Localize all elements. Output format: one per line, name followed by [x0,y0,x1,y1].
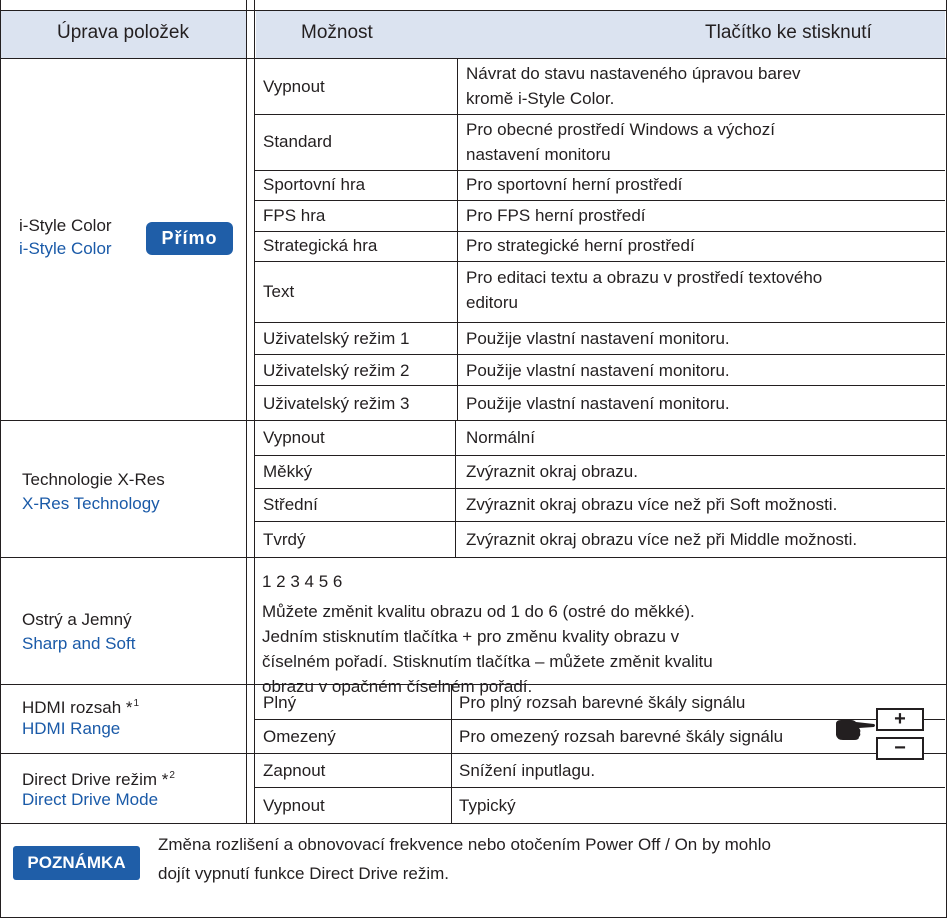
desc-cell: Návrat do stavu nastaveného úpravou barev [466,64,801,83]
desc-cell: Pro sportovní herní prostředí [466,175,683,194]
option-cell: Strategická hra [263,236,378,255]
rule-section [0,823,947,824]
desc-cell: Zvýraznit okraj obrazu. [466,462,638,481]
option-cell: Vypnout [263,796,325,815]
direct-access-badge: Přímo [146,222,233,255]
desc-cell: nastavení monitoru [466,145,611,164]
rule [254,488,945,489]
desc-cell: Použije vlastní nastavení monitoru. [466,394,730,413]
desc-cell: Snížení inputlagu. [459,761,596,780]
col-divider-hdmi [451,684,452,823]
desc-cell: Pro obecné prostředí Windows a výchozí [466,120,775,139]
sharp-desc-line: Jedním stisknutím tlačítka + pro změnu kvality obrazu v [262,627,680,646]
option-cell: Střední [263,495,318,514]
rule [254,385,945,386]
desc-cell: Použije vlastní nastavení monitoru. [466,329,730,348]
col-divider-xres [455,420,456,557]
rule [254,322,945,323]
sharp-label-en[interactable]: Sharp and Soft [22,634,136,653]
desc-cell: Pro omezený rozsah barevné škály signálu [459,727,784,746]
option-cell: Text [263,282,295,301]
rule [254,354,945,355]
plus-button-icon: + [876,708,924,731]
rule [254,261,945,262]
footnote-1: 1 [133,698,140,709]
istyle-label: i-Style Color [19,216,112,235]
rule [254,455,945,456]
note-line: Změna rozlišení a obnovovací frekvence nebo otočením Power Off / On by mohlo [158,835,771,854]
option-cell: Sportovní hra [263,175,366,194]
desc-cell: Typický [459,796,516,815]
rule-header-top [0,10,947,11]
sharp-desc-line: obrazu v opačném číselném pořadí. [262,677,533,696]
sharp-desc-line: číselném pořadí. Stisknutím tlačítka – můžete změnit kvalitu [262,652,713,671]
xres-label: Technologie X-Res [22,470,165,489]
col-divider-istyle [457,58,458,420]
option-cell: Standard [263,132,332,151]
rule [254,787,945,788]
header-adjust-items: Úprava položek [56,22,190,43]
desc-cell: Použije vlastní nastavení monitoru. [466,361,730,380]
desc-cell: Pro plný rozsah barevné škály signálu [459,693,746,712]
option-cell: Vypnout [263,428,325,447]
desc-cell: Pro strategické herní prostředí [466,236,695,255]
direct-label-text: Direct Drive režim * [22,770,169,789]
header-button: Tlačítko ke stisknutí [705,22,872,43]
double-divider-left [246,0,247,823]
sharp-levels: 1 2 3 4 5 6 [262,572,343,591]
desc-cell: Zvýraznit okraj obrazu více než při Soft možnosti. [466,495,838,514]
option-cell: Omezený [263,727,336,746]
note-badge: POZNÁMKA [13,846,140,880]
option-cell: FPS hra [263,206,326,225]
option-cell: Zapnout [263,761,326,780]
note-line: dojít vypnutí funkce Direct Drive režim. [158,864,449,883]
direct-label-en[interactable]: Direct Drive Mode [22,790,159,809]
rule-header-bottom [0,58,947,59]
hand-pointing-icon [834,716,876,742]
rule-section [0,753,947,754]
rule-section [0,557,947,558]
desc-cell: editoru [466,293,518,312]
option-cell: Uživatelský režim 3 [263,394,410,413]
rule [254,200,945,201]
desc-cell: Pro FPS herní prostředí [466,206,646,225]
header-option: Možnost [301,22,373,43]
option-cell: Tvrdý [263,530,306,549]
rule [254,114,945,115]
option-cell: Uživatelský režim 2 [263,361,410,380]
sharp-label: Ostrý a Jemný [22,610,132,629]
istyle-label-en[interactable]: i-Style Color [19,239,112,258]
desc-cell: kromě i-Style Color. [466,89,615,108]
sharp-desc-line: Můžete změnit kvalitu obrazu od 1 do 6 (ostré do měkké). [262,602,695,621]
hdmi-label-text: HDMI rozsah * [22,698,133,717]
desc-cell: Pro editaci textu a obrazu v prostředí textového [466,268,823,287]
desc-cell: Zvýraznit okraj obrazu více než při Middle možnosti. [466,530,858,549]
rule-section [0,420,947,421]
footnote-2: 2 [169,770,175,781]
minus-button-icon: − [876,737,924,760]
option-cell: Měkký [263,462,313,481]
xres-label-en[interactable]: X-Res Technology [22,494,160,513]
double-divider-right [254,0,255,823]
option-cell: Uživatelský režim 1 [263,329,410,348]
desc-cell: Normální [466,428,535,447]
option-cell: Plný [263,693,297,712]
option-cell: Vypnout [263,77,325,96]
rule [254,521,945,522]
hdmi-label-en[interactable]: HDMI Range [22,719,121,738]
